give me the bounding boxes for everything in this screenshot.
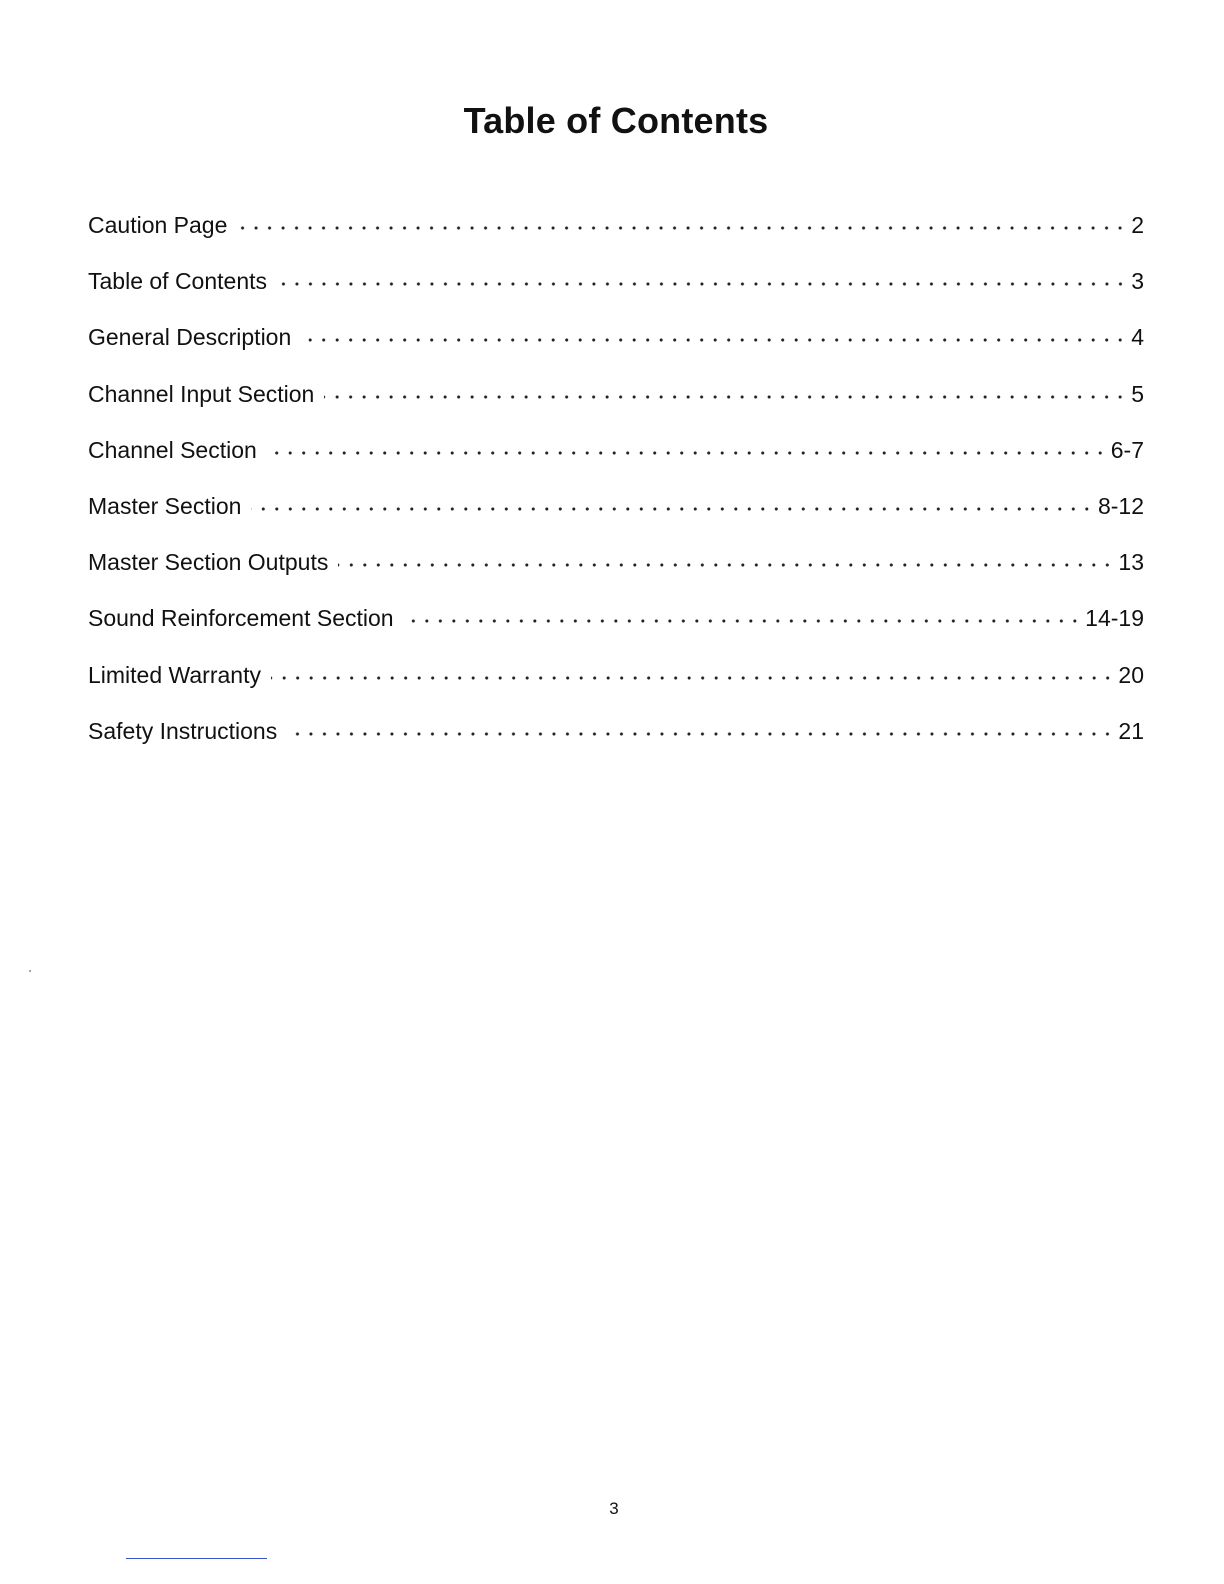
toc-entry-page: 5 <box>1131 380 1144 407</box>
toc-entry-safety-instructions[interactable] <box>88 718 1144 774</box>
toc-entry-label: Master Section <box>88 492 242 519</box>
dot-leader <box>338 563 1114 567</box>
toc-entry-page: 2 <box>1131 212 1144 238</box>
toc-entry-channel-input-section[interactable] <box>88 381 1144 437</box>
scan-speck <box>29 970 31 972</box>
toc-entry-page: 6-7 <box>1110 436 1144 463</box>
toc-entry-page: 14-19 <box>1085 605 1144 632</box>
dot-leader <box>301 338 1127 342</box>
dot-leader <box>267 451 1107 455</box>
dot-leader <box>251 507 1094 511</box>
dot-leader <box>271 676 1114 680</box>
toc-entry-label: Channel Section <box>88 436 257 463</box>
page-number: 3 <box>609 1499 619 1518</box>
dot-leader <box>237 226 1127 230</box>
toc-entry-label: Caution Page <box>88 212 228 238</box>
dot-leader <box>404 619 1082 623</box>
toc-entry-page: 3 <box>1131 268 1144 295</box>
toc-entry-general-description[interactable] <box>88 324 1144 380</box>
toc-entry-master-section-outputs[interactable] <box>88 549 1144 605</box>
toc-entry-page: 20 <box>1118 661 1144 688</box>
page-title: Table of Contents <box>463 100 769 141</box>
toc-entry-label: Safety Instructions <box>88 717 278 744</box>
toc-entry-caution-page[interactable] <box>88 212 1144 268</box>
toc-list <box>88 212 1144 774</box>
toc-entry-label: Table of Contents <box>88 268 268 295</box>
toc-entry-page: 13 <box>1118 549 1144 576</box>
toc-entry-page: 4 <box>1131 324 1144 351</box>
toc-entry-page: 8-12 <box>1097 492 1144 519</box>
dot-leader <box>324 395 1127 399</box>
toc-entry-table-of-contents[interactable] <box>88 268 1144 324</box>
dot-leader <box>277 282 1127 286</box>
toc-entry-label: General Description <box>88 324 292 351</box>
toc-entry-label: Sound Reinforcement Section <box>88 605 394 632</box>
toc-entry-master-section[interactable] <box>88 493 1144 549</box>
toc-entry-label: Master Section Outputs <box>88 549 329 576</box>
toc-entry-limited-warranty[interactable] <box>88 662 1144 718</box>
footer-rule <box>126 1558 267 1559</box>
toc-entry-label: Limited Warranty <box>88 661 261 688</box>
toc-entry-label: Channel Input Section <box>88 380 315 407</box>
toc-entry-channel-section[interactable] <box>88 437 1144 493</box>
dot-leader <box>287 732 1114 736</box>
toc-entry-page: 21 <box>1118 717 1144 744</box>
toc-entry-sound-reinforcement-section[interactable] <box>88 605 1144 661</box>
